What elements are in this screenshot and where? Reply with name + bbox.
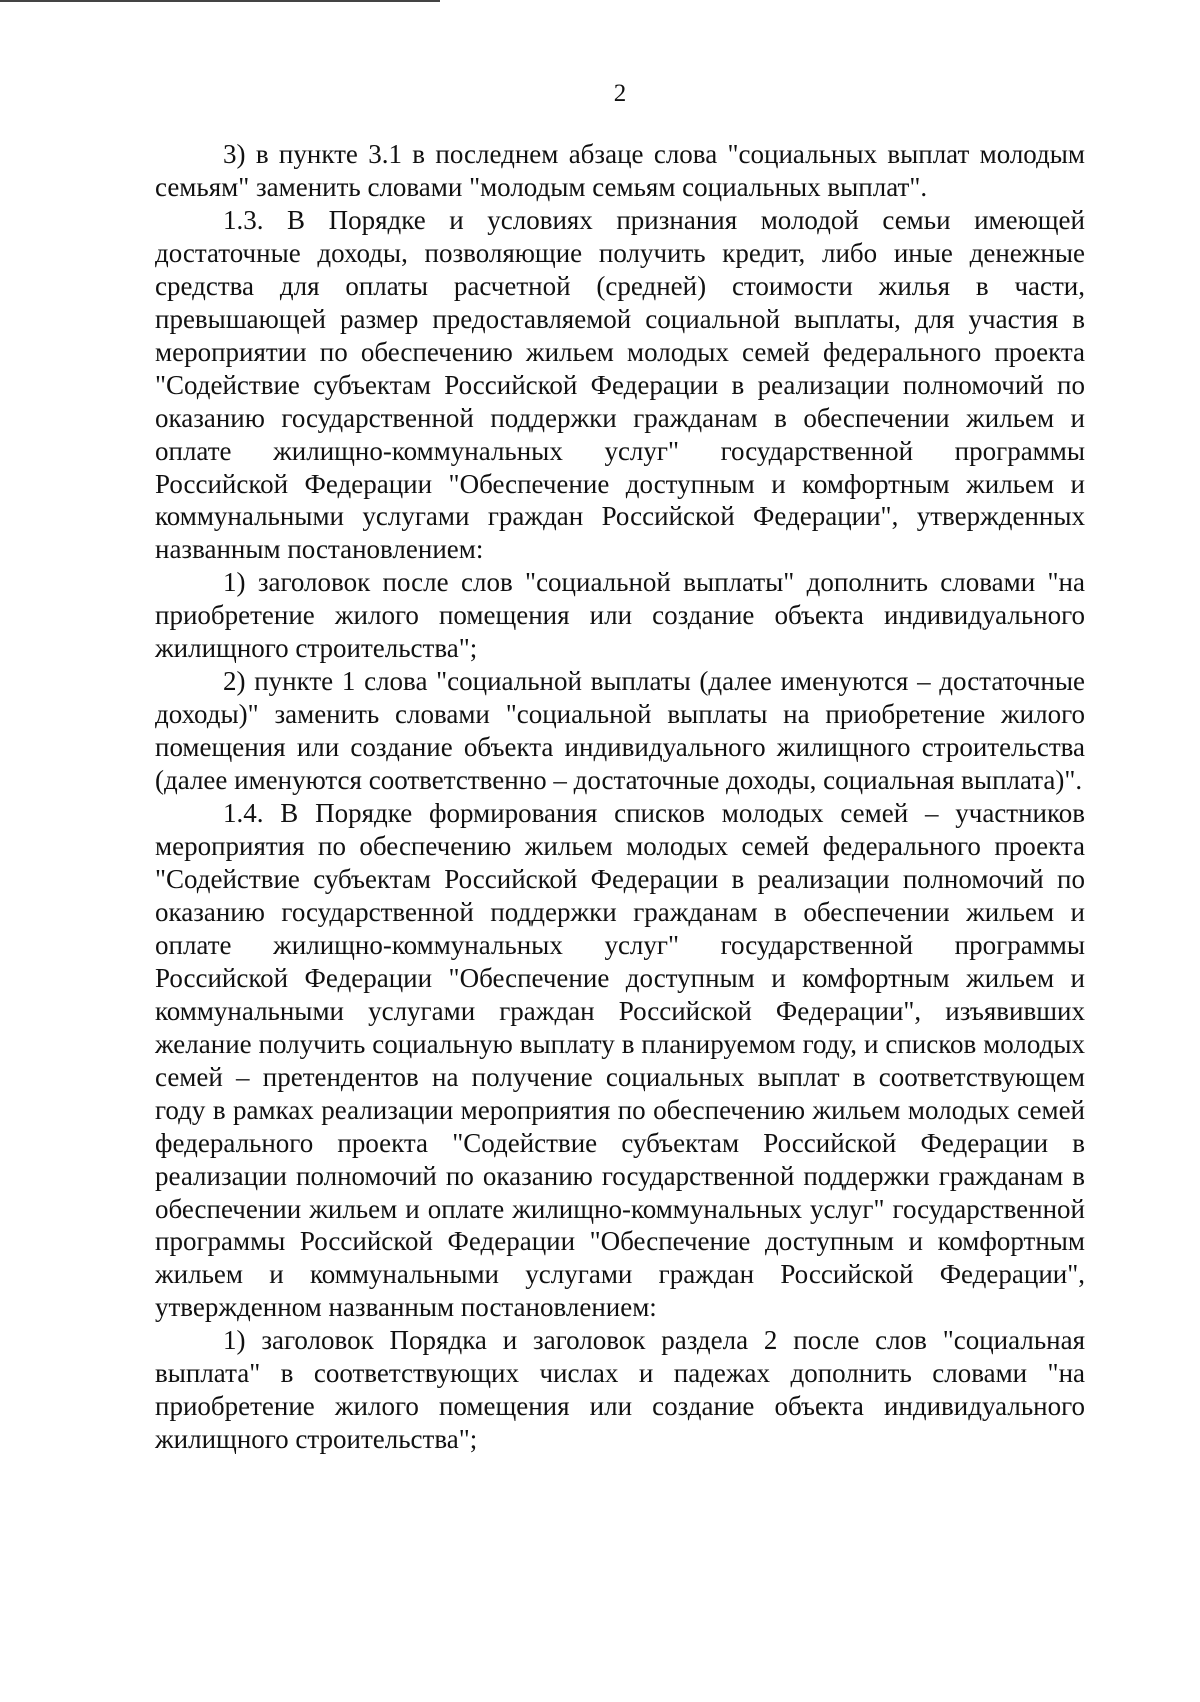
paragraph: 1.3. В Порядке и условиях признания молодой семьи имеющей достаточные доходы, позволяющие получить кредит, либо иные денежные средства для оплаты расчетной (средней) стоимости жилья в части, превышающей размер предоставляемой социальной выплаты, для участия в мероприятии по обеспечению жильем молодых семей федерального проекта "Содействие субъектам Российской Федерации в реализации полномочий по оказанию государственной поддержки гражданам в обеспечении жильем и оплате жилищно-коммунальных услуг" государственной программы Российской Федерации "Обеспечение доступным и комфортным жильем и коммунальными услугами граждан Российской Федерации", утвержденных названным постановлением: [155, 204, 1085, 565]
document-body [155, 138, 1085, 1456]
paragraph: 1) заголовок Порядка и заголовок раздела 2 после слов "социальная выплата" в соответствующих числах и падежах дополнить словами "на приобретение жилого помещения или создание объекта индивидуального жилищного строительства"; [155, 1325, 1085, 1455]
paragraph: 1.4. В Порядке формирования списков молодых семей – участников мероприятия по обеспечению жильем молодых семей федерального проекта "Содействие субъектам Российской Федерации в реализации полномочий по оказанию государственной поддержки гражданам в обеспечении жильем и оплате жилищно-коммунальных услуг" государственной программы Российской Федерации "Обеспечение доступным и комфортным жильем и коммунальными услугами граждан Российской Федерации", изъявивших желание получить социальную выплату в планируемом году, и списков молодых семей – претендентов на получение социальных выплат в соответствующем году в рамках реализации мероприятия по обеспечению жильем молодых семей федерального проекта "Содействие субъектам Российской Федерации в реализации полномочий по оказанию государственной поддержки гражданам в обеспечении жильем и оплате жилищно-коммунальных услуг" государственной программы Российской Федерации "Обеспечение доступным и комфортным жильем и коммунальными услугами граждан Российской Федерации", утвержденном названным постановлением: [155, 798, 1085, 1323]
scan-edge-line [0, 0, 440, 2]
paragraph: 1) заголовок после слов "социальной выплаты" дополнить словами "на приобретение жилого помещения или создание объекта индивидуального жилищного строительства"; [155, 567, 1085, 664]
page-number: 2 [613, 80, 627, 107]
paragraph: 3) в пункте 3.1 в последнем абзаце слова "социальных выплат молодым семьям" заменить словами "молодым семьям социальных выплат". [155, 139, 1085, 202]
paragraph: 2) пункте 1 слова "социальной выплаты (далее именуются – достаточные доходы)" заменить словами "социальной выплаты на приобретение жилого помещения или создание объекта индивидуального жилищного строительства (далее именуются соответственно – достаточные доходы, социальная выплата)". [155, 666, 1085, 796]
